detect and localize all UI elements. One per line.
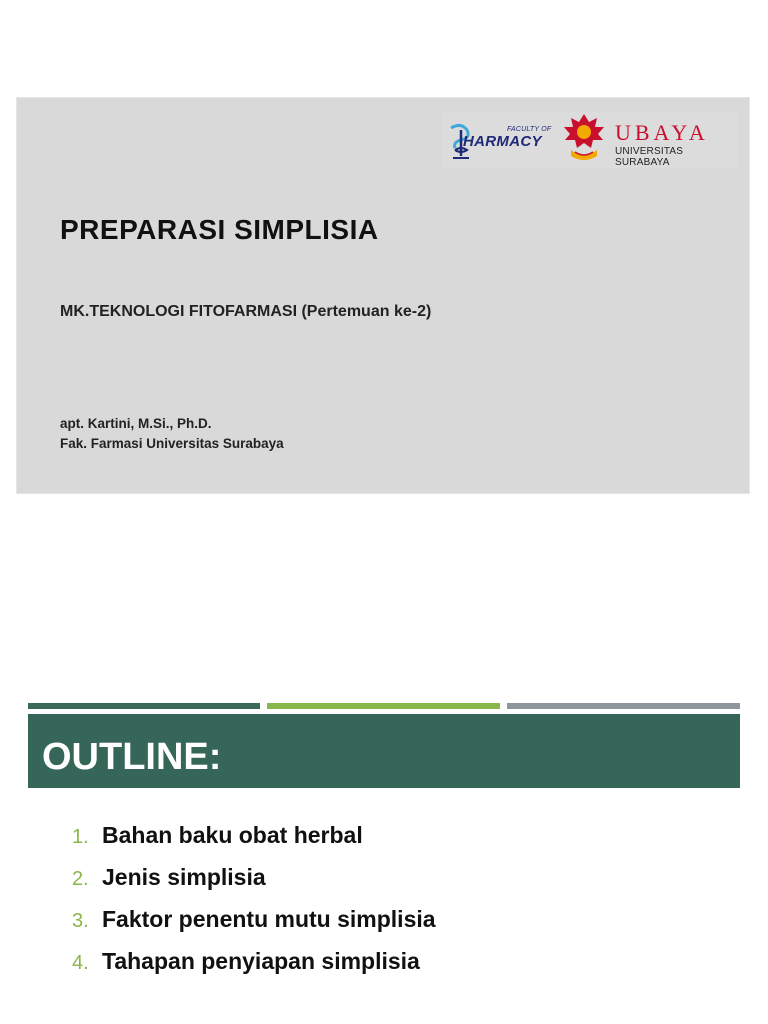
outline-heading: OUTLINE: <box>42 736 222 778</box>
ubaya-emblem-icon <box>561 112 607 164</box>
outline-header <box>28 714 740 788</box>
pharmacy-logo <box>447 120 557 164</box>
list-item <box>72 822 436 864</box>
author-affiliation: Fak. Farmasi Universitas Surabaya <box>60 436 284 451</box>
list-item <box>72 906 436 948</box>
bar-gray <box>507 703 740 709</box>
list-item-text: Tahapan penyiapan simplisia <box>102 948 420 974</box>
decorative-bars <box>28 703 740 709</box>
title-slide <box>16 97 750 494</box>
list-item <box>72 948 436 990</box>
list-item-number: 3. <box>72 910 89 932</box>
list-item-text: Bahan baku obat herbal <box>102 822 363 848</box>
outline-list <box>72 822 436 990</box>
list-item-text: Faktor penentu mutu simplisia <box>102 906 436 932</box>
slide-title: PREPARASI SIMPLISIA <box>60 214 379 245</box>
pharmacy-logo-small-text: FACULTY OF <box>507 126 552 133</box>
list-item-number: 4. <box>72 952 89 974</box>
author-block <box>60 414 284 454</box>
logos-banner <box>443 112 739 168</box>
author-name: apt. Kartini, M.Si., Ph.D. <box>60 416 212 431</box>
bar-dark-green <box>28 703 260 709</box>
list-item-number: 2. <box>72 868 89 890</box>
bar-light-green <box>267 703 500 709</box>
pharmacy-logo-text: HARMACY <box>463 133 542 150</box>
list-item-text: Jenis simplisia <box>102 864 266 890</box>
ubaya-logo-text: UBAYA <box>615 120 709 145</box>
list-item <box>72 864 436 906</box>
slide-subtitle: MK.TEKNOLOGI FITOFARMASI (Pertemuan ke-2) <box>60 303 432 320</box>
ubaya-logo-subtext: UNIVERSITAS SURABAYA <box>615 146 684 168</box>
list-item-number: 1. <box>72 826 89 848</box>
